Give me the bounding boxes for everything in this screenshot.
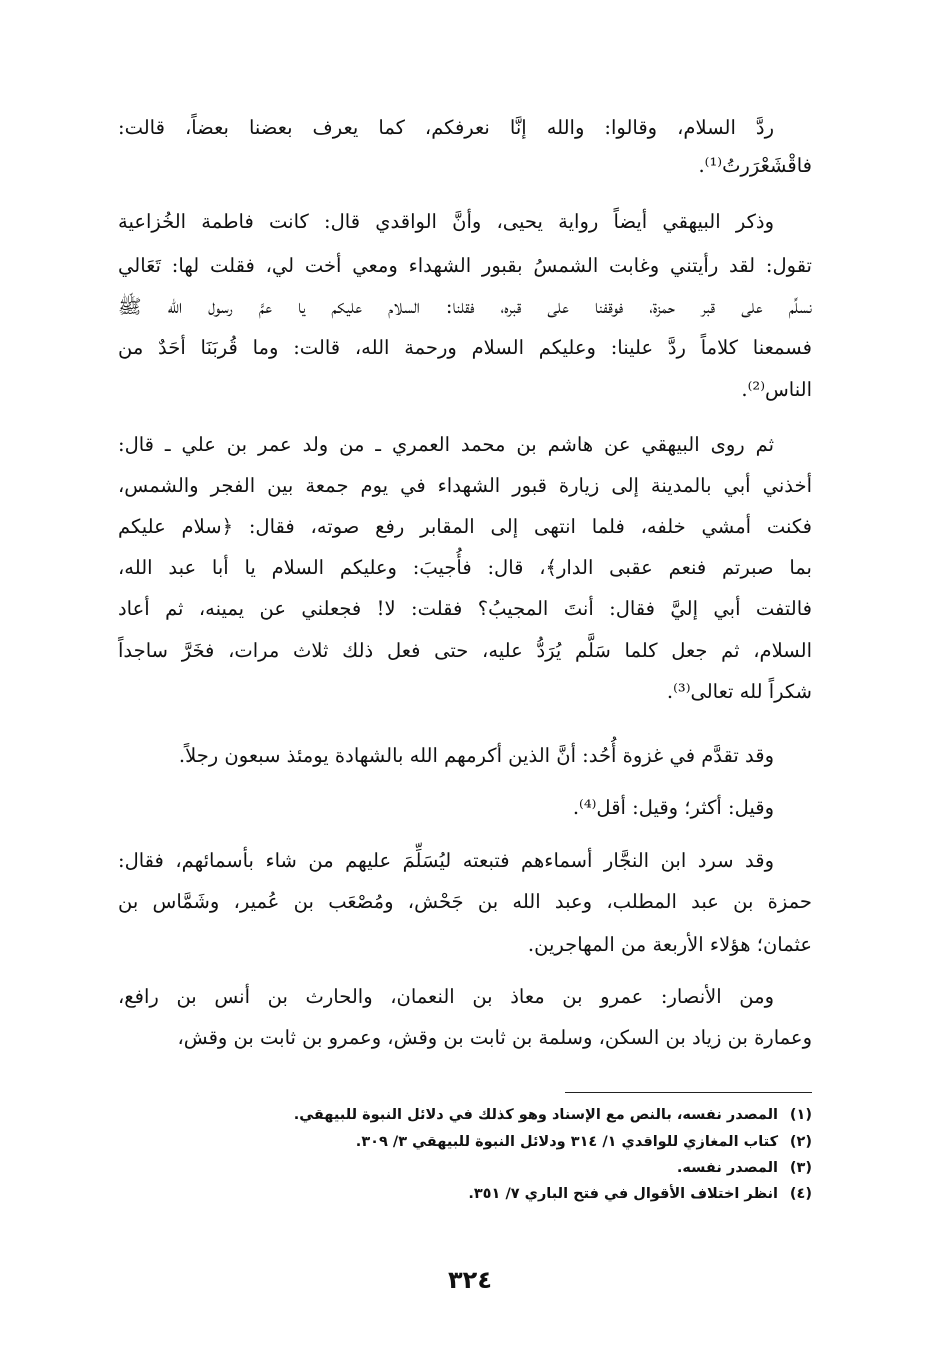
text-line: وعمارة بن زياد بن السكن، وسلمة بن ثابت بن وقش، وعمرو بن ثابت بن وقش، — [177, 1026, 812, 1049]
footnote-text: المصدر نفسه، بالنص مع الإسناد وهو كذلك في دلائل النبوة للبيهقي. — [293, 1107, 778, 1123]
text-line: نسلِّم على قبر حمزة، فوقفنا على قبره، فقلنا: السلام عليكم يا عمَّ رسول الله ﷺ — [118, 295, 812, 318]
text-line: بما صبرتم فنعم عقبى الدار﴾، قال: فأُجيبَ: وعليكم السلام يا أبا عبد الله، — [118, 556, 812, 579]
text-line: وذكر البيهقي أيضاً رواية يحيى، وأنَّ الواقدي قال: كانت فاطمة الخُزاعية — [118, 210, 774, 233]
text-line: فكنت أمشي خلفه، فلما انتهى إلى المقابر رفع صوته، فقال: ﴿سلام عليكم — [118, 515, 812, 538]
text-line: فاقْشَعْرَرتُ⁽¹⁾. — [698, 154, 812, 177]
text-line: الناس⁽²⁾. — [741, 378, 812, 401]
footnote-text: كتاب المغازي للواقدي ١/ ٣١٤ ودلائل النبوة للبيهقي ٣/ ٣٠٩. — [355, 1134, 778, 1150]
text-line: ثم روى البيهقي عن هاشم بن محمد العمري ـ من ولد عمر بن علي ـ قال: — [118, 433, 774, 456]
text-line: حمزة بن عبد المطلب، وعبد الله بن جَحْش، ومُصْعَب بن عُمير، وشَمَّاس بن — [118, 890, 812, 913]
text-line: السلام، ثم جعل كلما سَلَّم يُرَدُّ عليه، حتى فعل ذلك ثلاث مرات، فخَرَّ ساجداً — [118, 639, 812, 662]
text-line: شكراً لله تعالى⁽³⁾. — [666, 680, 812, 703]
footnote — [300, 1131, 812, 1153]
text-line: ردَّ السلام، وقالوا: والله إنَّا نعرفكم، كما يعرف بعضنا بعضاً، قالت: — [118, 116, 774, 139]
footnote-text: المصدر نفسه. — [676, 1160, 778, 1176]
footnote — [300, 1157, 812, 1179]
text-line: وقد تقدَّم في غزوة أُحُد: أنَّ الذين أكرمهم الله بالشهادة يومئذ سبعون رجلاً. — [178, 744, 774, 767]
footnote-number: (١) — [789, 1107, 812, 1123]
footnote-number: (٤) — [789, 1186, 812, 1202]
text-line: فسمعنا كلاماً ردَّ علينا: وعليكم السلام ورحمة الله، قالت: وما قُربَنَا أحَدٌ من — [118, 336, 812, 359]
text-line: ومن الأنصار: عمرو بن معاذ بن النعمان، والحارث بن أنس بن رافع، — [118, 985, 774, 1008]
footnote — [293, 1104, 812, 1126]
text-line: وقيل: أكثر؛ وقيل: أقل⁽⁴⁾. — [572, 796, 774, 819]
text-line: عثمان؛ هؤلاء الأربعة من المهاجرين. — [527, 933, 812, 956]
footnote-number: (٣) — [789, 1160, 812, 1176]
footnote-number: (٢) — [789, 1134, 812, 1150]
footnote-divider — [565, 1092, 812, 1093]
text-line: أخذني أبي بالمدينة إلى زيارة قبور الشهداء في يوم جمعة بين الفجر والشمس، — [118, 474, 812, 497]
footnote-text: انظر اختلاف الأقوال في فتح الباري ٧/ ٣٥١. — [468, 1186, 778, 1202]
text-line: فالتفت أبي إليَّ فقال: أنتَ المجيبُ؟ فقلت: لا! فجعلني عن يمينه، ثم أعاد — [118, 597, 812, 620]
text-line: تقول: لقد رأيتني وغابت الشمسُ بقبور الشهداء ومعي أخت لي، فقلت لها: تَعَالي — [118, 254, 812, 277]
page-number: ٣٢٤ — [448, 1266, 492, 1294]
footnote — [300, 1183, 812, 1205]
text-line: وقد سرد ابن النجَّار أسماءهم فتبعته ليُسَلِّمَ عليهم من شاء بأسمائهم، فقال: — [118, 849, 774, 872]
